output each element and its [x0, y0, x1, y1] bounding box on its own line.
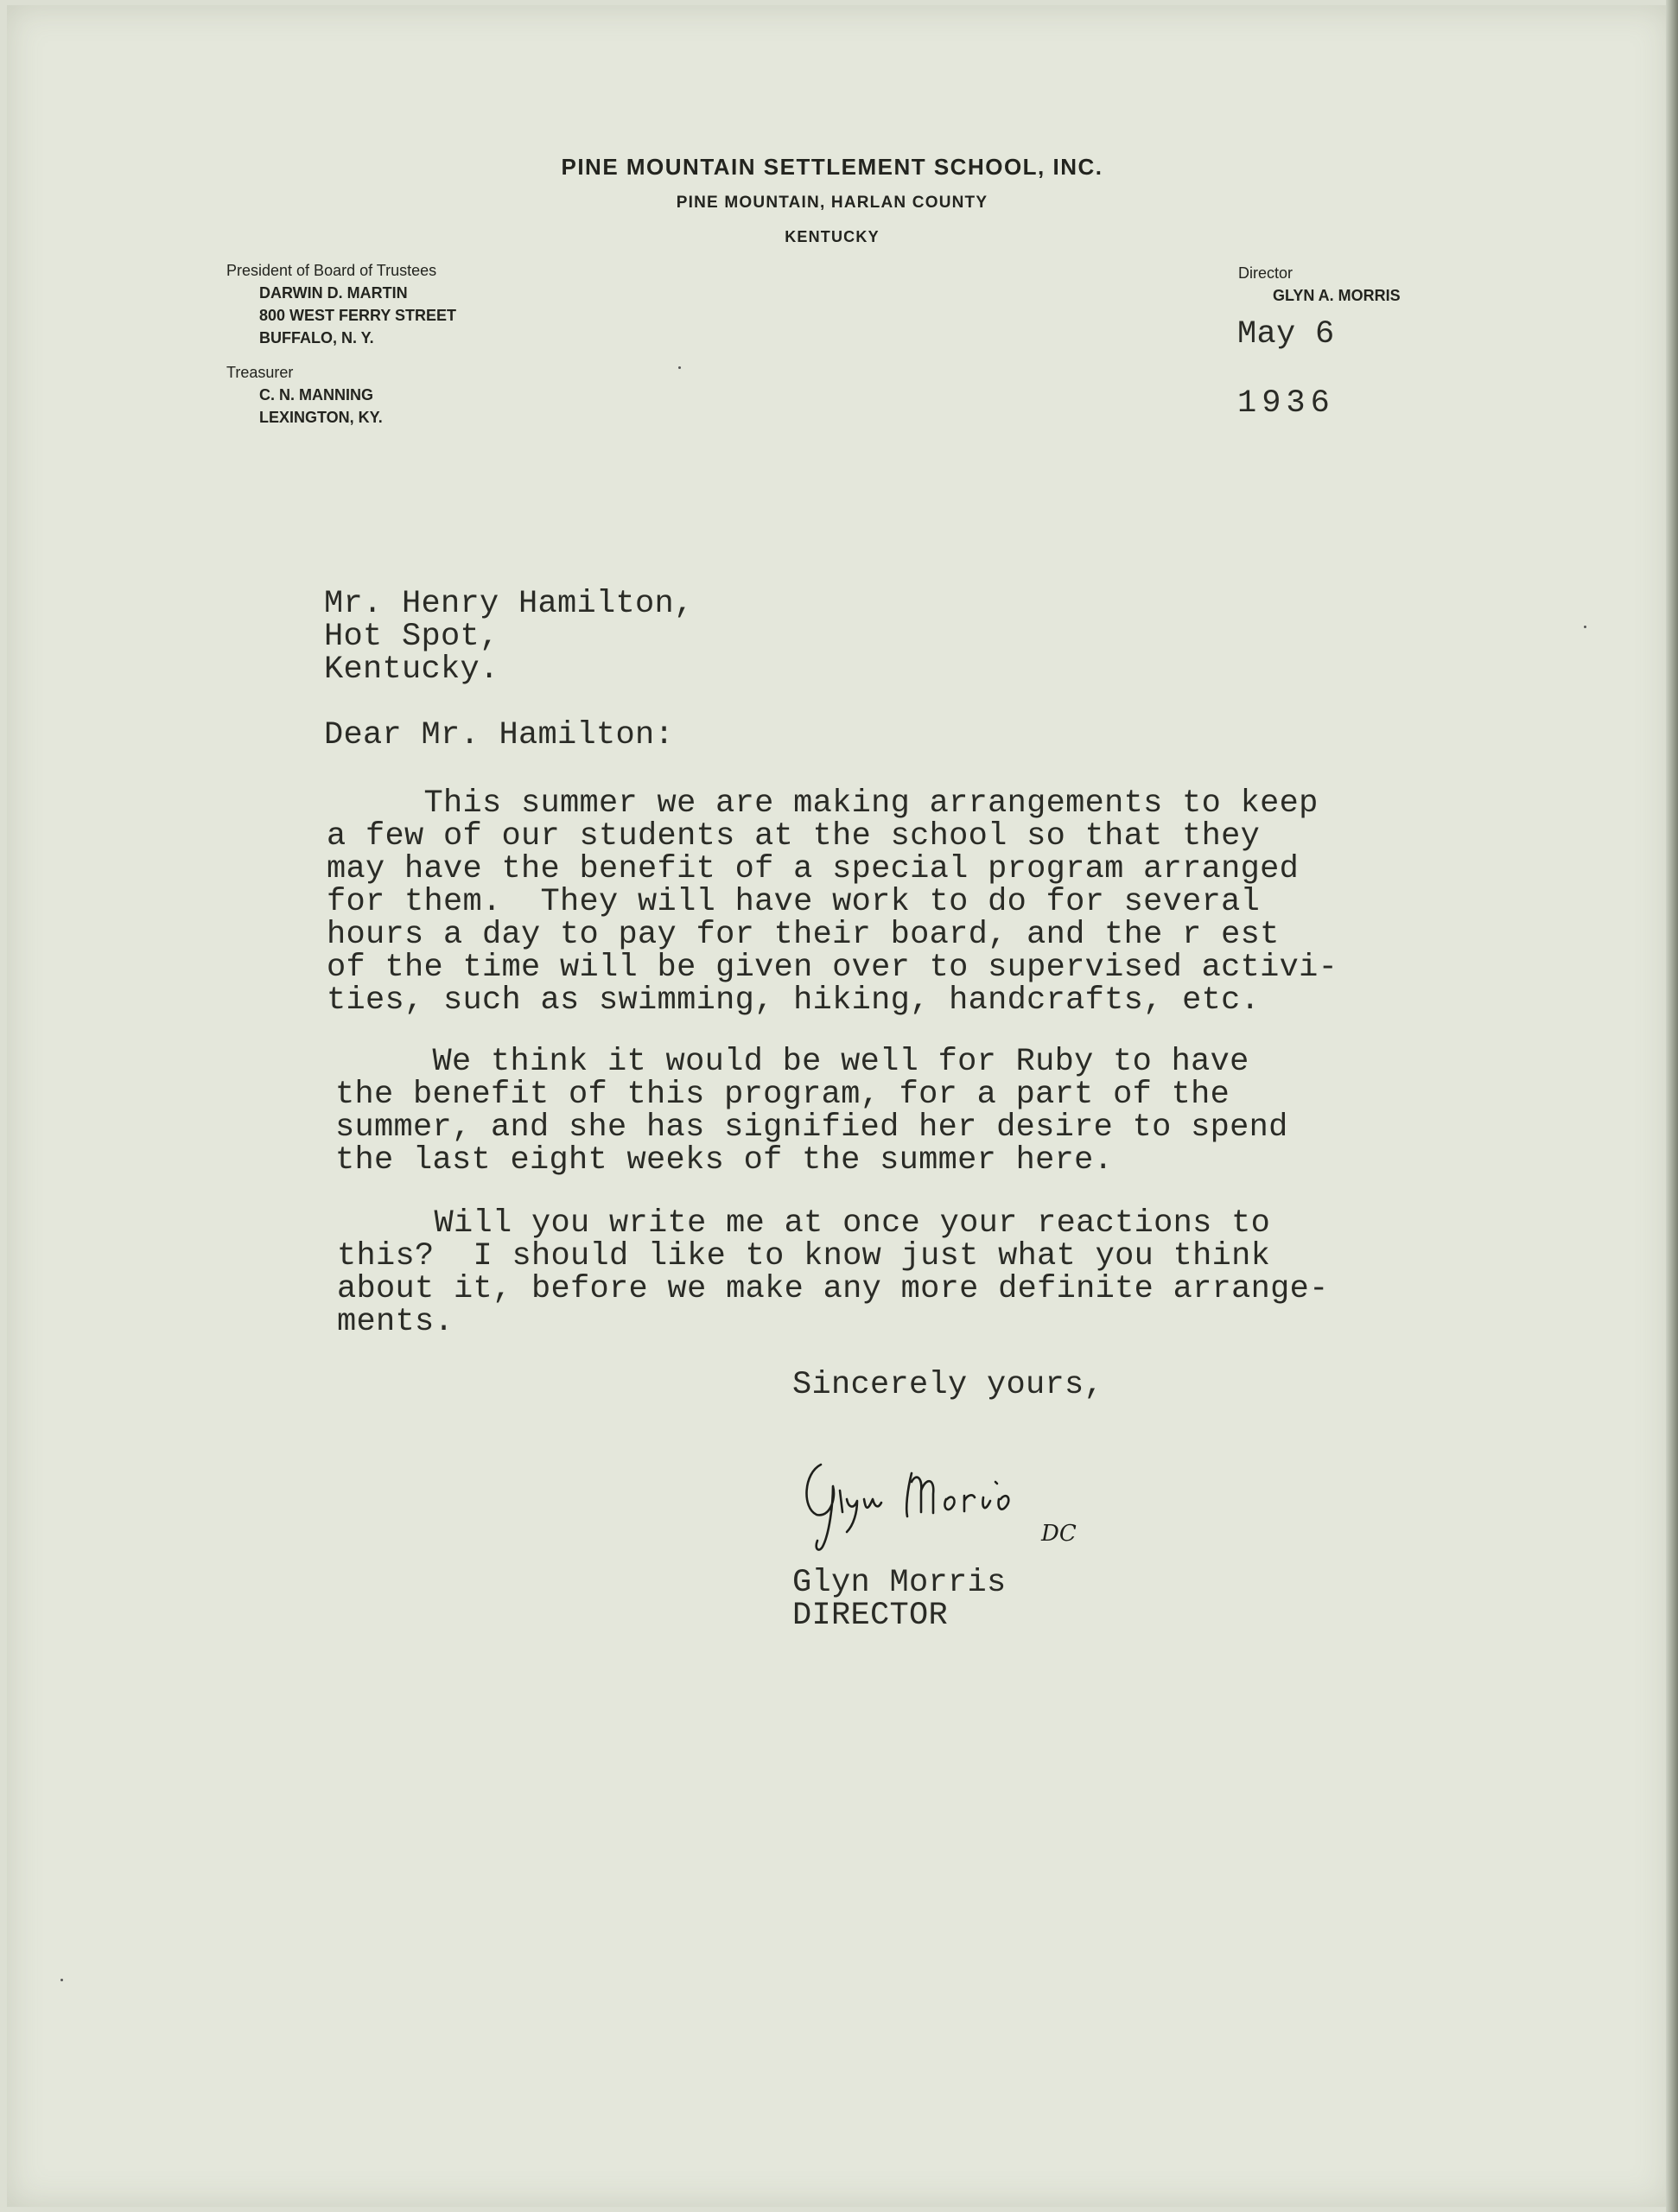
address-line: Hot Spot, [324, 619, 499, 655]
president-name: DARWIN D. MARTIN [259, 284, 408, 302]
handwritten-signature [795, 1439, 1115, 1560]
signature-block [792, 1567, 1007, 1632]
president-block [226, 259, 456, 349]
salutation: Dear Mr. Hamilton: [324, 717, 675, 753]
recipient-address [324, 588, 694, 686]
director-name: GLYN A. MORRIS [1273, 287, 1401, 304]
organization-name: PINE MOUNTAIN SETTLEMENT SCHOOL, INC. [561, 154, 1103, 180]
body-paragraph-2: We think it would be well for Ruby to have the benefit of this program, for a part of the summer, and she has signified her desire to spend the last eight weeks of the summer here. [335, 1044, 1288, 1179]
director-label: Director [1238, 264, 1293, 282]
organization-state: KENTUCKY [785, 228, 880, 245]
paper-speck [1584, 626, 1586, 628]
president-label: President of Board of Trustees [226, 262, 437, 279]
body-paragraph-1: This summer we are making arrangements to keep a few of our students at the school so that they may have the benefit of a special program arranged for them. They will have work to do for several hours a day to pay for their board, and the r est of the time will be given over to supervised activi- ties, such as swimming, hiking, handcrafts, etc. [327, 785, 1338, 1019]
paper-edge [1666, 0, 1678, 2212]
date-year: 1936 [1237, 385, 1335, 422]
closing: Sincerely yours, [792, 1367, 1104, 1403]
date-month-day: May 6 [1237, 316, 1335, 353]
paper-speck [60, 1979, 63, 1981]
treasurer-city: LEXINGTON, KY. [259, 409, 383, 426]
treasurer-label: Treasurer [226, 364, 294, 381]
address-line: Mr. Henry Hamilton, [324, 586, 694, 622]
president-street: 800 WEST FERRY STREET [259, 307, 457, 324]
president-city: BUFFALO, N. Y. [259, 329, 374, 346]
address-line: Kentucky. [324, 652, 499, 688]
signer-title: DIRECTOR [792, 1598, 949, 1634]
body-paragraph-3: Will you write me at once your reactions to this? I should like to know just what you think about it, before we make any more definite arrange- ments. [337, 1205, 1329, 1340]
paper-speck [678, 366, 681, 369]
organization-location: PINE MOUNTAIN, HARLAN COUNTY [676, 194, 988, 212]
treasurer-name: C. N. MANNING [259, 386, 373, 404]
signer-initials: DC [1041, 1521, 1077, 1547]
director-block [1238, 262, 1401, 307]
treasurer-block [226, 361, 383, 429]
signer-name: Glyn Morris [792, 1565, 1007, 1601]
